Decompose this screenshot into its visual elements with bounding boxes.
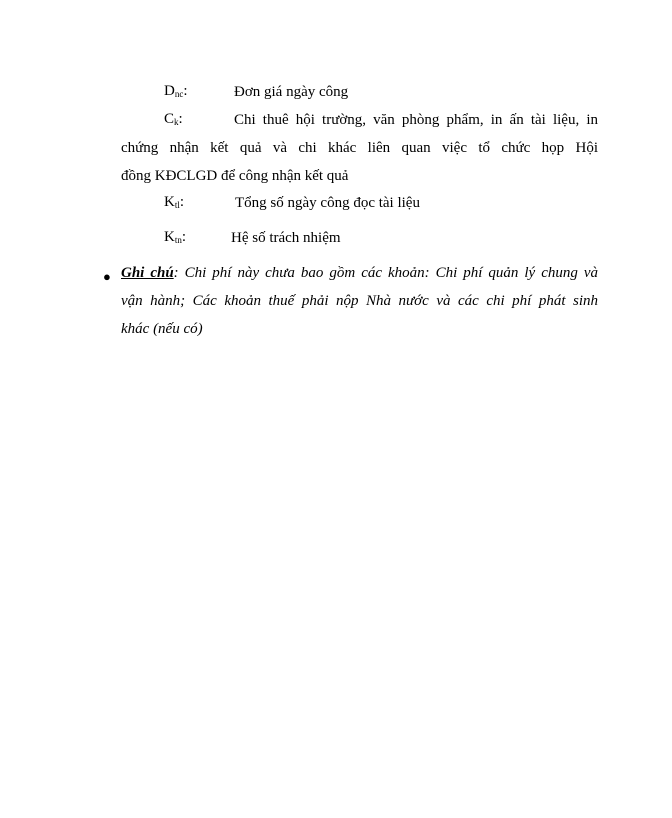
note-line-2: vận hành; Các khoản thuế phải nộp Nhà nước và các chi phí phát sinh [121,293,598,309]
definition-ck-line-3: đồng KĐCLGD để công nhận kết quả [121,168,349,184]
definition-dnc: Đơn giá ngày công [234,84,349,100]
definition-ktn: Hệ số trách nhiệm [231,230,341,246]
symbol-ktn: $K_{tn}$: [164,229,187,245]
definition-ck-line-1: Chi thuê hội trường, văn phòng phẩm, in ấn tài liệu, in [234,112,598,128]
symbol-dnc: $D_{nc}$: [164,83,188,99]
symbol-ktl: $K_{tl}$: [164,194,185,210]
note-label: Ghi chú [121,265,174,281]
note-line-1: Ghi chú: Chi phí này chưa bao gồm các khoản: Chi phí quản lý chung và [121,265,598,281]
definition-ktl: Tổng số ngày công đọc tài liệu [235,195,420,211]
symbol-ck: $C_k$: [164,111,183,127]
note-line-3: khác (nếu có) [121,321,203,337]
definition-ck-line-2: chứng nhận kết quả và chi khác liên quan việc tổ chức họp Hội [121,140,598,156]
bullet-icon: ● [103,269,111,284]
